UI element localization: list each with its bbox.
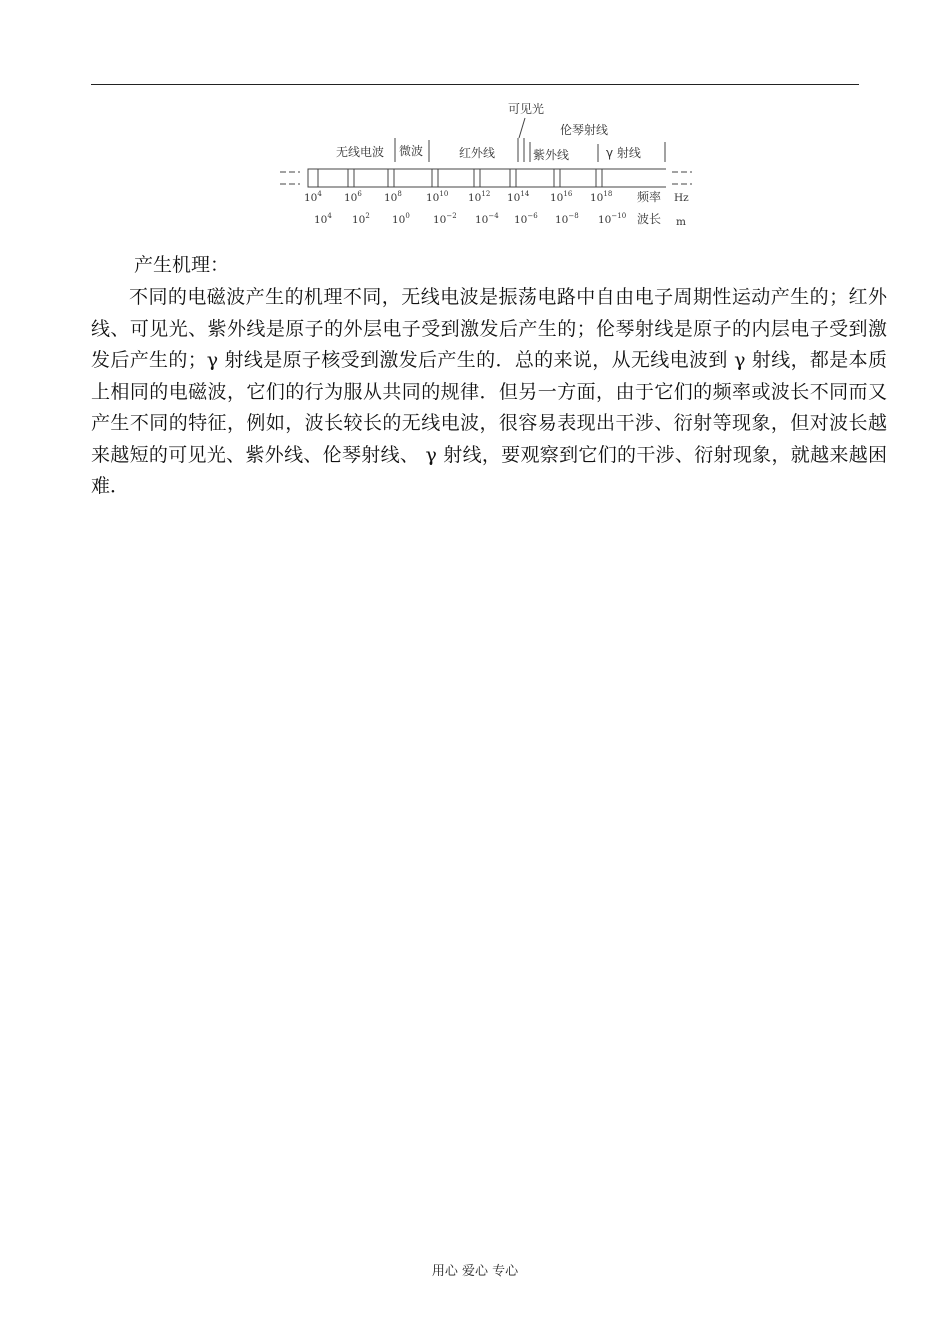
freq-tick-6: $10^{16}$ (550, 190, 573, 204)
wave-tick-1: $10^2$ (352, 212, 370, 226)
band-label-visible: 可见光 (508, 102, 545, 116)
band-label-microwave: 微波 (399, 144, 424, 158)
wavelength-unit: m (676, 216, 686, 228)
wave-tick-2: $10^0$ (392, 212, 410, 226)
electromagnetic-spectrum-figure (278, 98, 698, 233)
band-label-ultraviolet: 紫外线 (533, 148, 570, 162)
wave-tick-5: $10^{-6}$ (514, 212, 538, 226)
wave-tick-7: $10^{-10}$ (598, 212, 627, 226)
band-label-infrared: 红外线 (459, 146, 496, 160)
band-label-radio: 无线电波 (336, 145, 385, 159)
frequency-label: 频率 (637, 190, 662, 204)
wave-tick-4: $10^{-4}$ (475, 212, 499, 226)
section-heading: 产生机理： (134, 254, 230, 276)
visible-pointer (519, 118, 525, 138)
band-label-gamma: γ 射线 (606, 146, 641, 160)
wavelength-label: 波长 (637, 212, 662, 226)
frequency-unit: Hz (674, 192, 689, 204)
freq-tick-2: $10^8$ (384, 190, 402, 204)
axis-ticks (348, 169, 602, 187)
freq-tick-7: $10^{18}$ (590, 190, 613, 204)
band-label-xray: 伦琴射线 (560, 123, 609, 137)
freq-tick-1: $10^6$ (344, 190, 362, 204)
wave-tick-3: $10^{-2}$ (433, 212, 457, 226)
wave-tick-0: $10^4$ (314, 212, 332, 226)
header-rule (91, 84, 859, 85)
body-paragraph: 不同的电磁波产生的机理不同，无线电波是振荡电路中自由电子周期性运动产生的；红外线、可见光、紫外线是原子的外层电子受到激发后产生的；伦琴射线是原子的内层电子受到激发后产生的；γ 射线是原子核受到激发后产生的．总的来说，从无线电波到 γ 射线，都是本质上相同的电磁波，它们的行为服从共同的规律．但另一方面，由于它们的频率或波长不同而又产生不同的特征，例如，波长较长的无线电波，很容易表现出干涉、衍射等现象，但对波长越来越短的可见光、紫外线、伦琴射线、 γ 射线，要观察到它们的干涉、衍射现象，就越来越困难． (91, 286, 887, 497)
wavelength-ticks (314, 212, 626, 226)
spectrum-axis (280, 169, 692, 187)
wave-tick-6: $10^{-8}$ (555, 212, 579, 226)
freq-tick-4: $10^{12}$ (468, 190, 491, 204)
freq-tick-3: $10^{10}$ (426, 190, 449, 204)
freq-tick-5: $10^{14}$ (507, 190, 530, 204)
page-footer: 用心 爱心 专心 (431, 1264, 519, 1279)
freq-tick-0: $10^4$ (304, 190, 322, 204)
frequency-ticks (304, 190, 612, 204)
